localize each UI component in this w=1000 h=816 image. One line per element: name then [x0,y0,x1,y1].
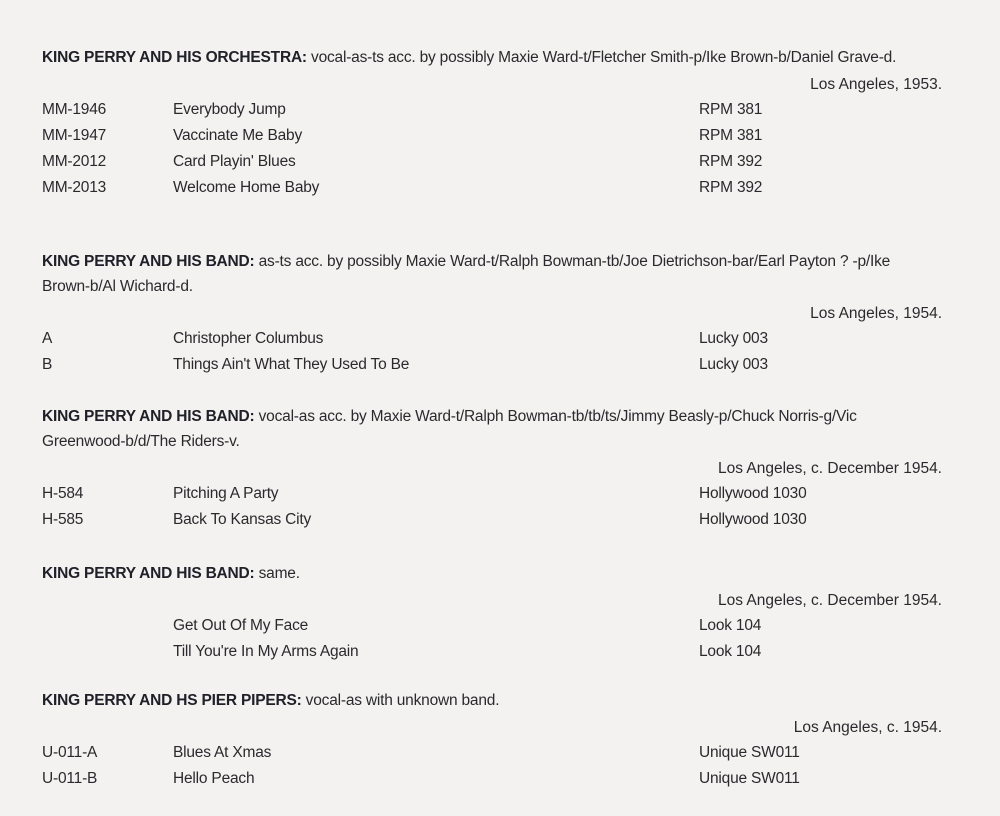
matrix-number: MM-2012 [42,153,107,170]
matrix-number: MM-1947 [42,127,107,144]
matrix-number: MM-2013 [42,179,107,196]
matrix-number: MM-1946 [42,101,107,118]
record-label: Hollywood 1030 [699,511,807,528]
session-header [42,404,942,454]
track-row [42,740,942,766]
personnel: vocal-as-ts acc. by possibly Maxie Ward-t/Fletcher Smith-p/Ike Brown-b/Daniel Grave-d. [311,49,897,66]
track-title: Christopher Columbus [173,330,324,347]
track-title: Blues At Xmas [173,744,272,761]
track-row [42,613,942,639]
track-row [42,326,942,352]
track-title: Pitching A Party [173,485,279,502]
record-label: RPM 392 [699,179,763,196]
track-title: Welcome Home Baby [173,179,320,196]
recording-place-date: Los Angeles, 1954. [810,305,942,322]
track-row [42,149,942,175]
track-title: Things Ain't What They Used To Be [173,356,410,373]
matrix-number: H-585 [42,511,84,528]
recording-place-date: Los Angeles, c. December 1954. [717,460,942,477]
matrix-number: A [42,330,53,347]
track-row [42,175,942,201]
record-label: Lucky 003 [699,330,768,347]
artist-name: KING PERRY AND HIS BAND: [42,565,255,582]
track-row [42,97,942,123]
track-title: Get Out Of My Face [173,617,309,634]
session-header [42,249,942,299]
recording-place-date: Los Angeles, c. 1954. [793,719,942,736]
session-header [42,561,942,586]
recording-place-date: Los Angeles, 1953. [810,76,942,93]
matrix-number: U-011-B [42,770,98,787]
track-title: Hello Peach [173,770,255,787]
personnel: same. [258,565,300,582]
record-label: RPM 392 [699,153,763,170]
track-title: Till You're In My Arms Again [173,643,359,660]
matrix-number: U-011-A [42,744,98,761]
record-label: Unique SW011 [699,744,800,761]
record-label: Unique SW011 [699,770,800,787]
track-title: Everybody Jump [173,101,286,118]
track-title: Vaccinate Me Baby [173,127,302,144]
track-title: Back To Kansas City [173,511,312,528]
record-label: Hollywood 1030 [699,485,807,502]
record-label: Look 104 [699,643,762,660]
artist-name: KING PERRY AND HIS BAND: [42,253,255,270]
session-5 [42,688,942,792]
record-label: Look 104 [699,617,762,634]
session-header [42,45,942,70]
track-row [42,507,942,533]
track-row [42,352,942,378]
session-1 [42,45,942,201]
personnel: as-ts acc. by possibly Maxie Ward-t/Ralph Bowman-tb/Joe Dietrichson-bar/Earl Payton ? -p/Ike Brown-b/Al Wichard-d. [42,253,891,295]
personnel: vocal-as with unknown band. [305,692,500,709]
record-label: Lucky 003 [699,356,768,373]
session-3 [42,404,942,533]
track-title: Card Playin' Blues [173,153,296,170]
artist-name: KING PERRY AND HIS BAND: [42,408,255,425]
matrix-number: B [42,356,53,373]
artist-name: KING PERRY AND HS PIER PIPERS: [42,692,302,709]
matrix-number: H-584 [42,485,84,502]
record-label: RPM 381 [699,101,763,118]
recording-place-date: Los Angeles, c. December 1954. [717,592,942,609]
track-row [42,481,942,507]
track-row [42,639,942,665]
session-4 [42,561,942,665]
personnel: vocal-as acc. by Maxie Ward-t/Ralph Bowman-tb/tb/ts/Jimmy Beasly-p/Chuck Norris-g/Vic Greenwood-b/d/The Riders-v. [42,408,857,450]
record-label: RPM 381 [699,127,763,144]
session-2 [42,249,942,378]
artist-name: KING PERRY AND HIS ORCHESTRA: [42,49,307,66]
track-row [42,123,942,149]
session-header [42,688,942,713]
track-row [42,766,942,792]
